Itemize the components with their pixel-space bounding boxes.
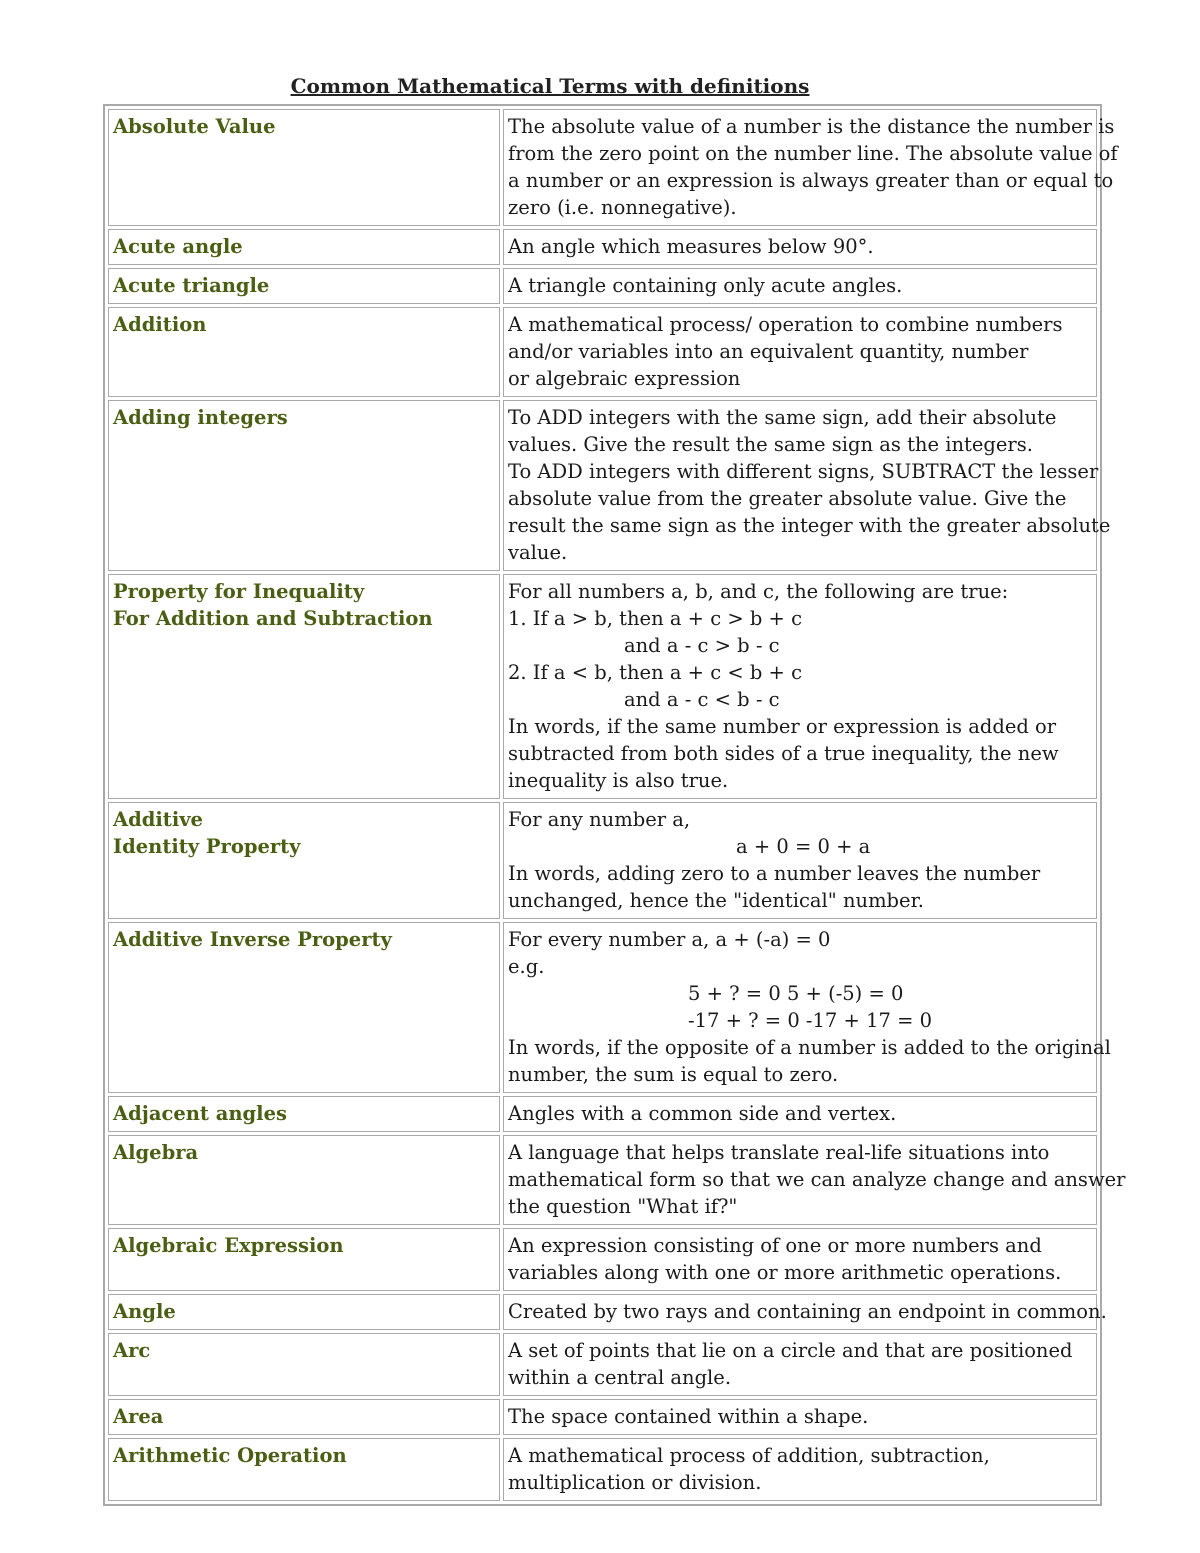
definition-text: multiplication or division. [508, 1471, 762, 1494]
definition-text: An angle which measures below 90°. [508, 235, 874, 258]
definition-cell [503, 1438, 1097, 1501]
term-cell [108, 1438, 500, 1501]
term-cell [108, 574, 500, 799]
term-cell [108, 400, 500, 571]
definition-text: To ADD integers with different signs, SUBTRACT the lesser [508, 460, 1099, 483]
definition-text: absolute value from the greater absolute value. Give the [508, 487, 1067, 510]
definition-text: In words, adding zero to a number leaves the number [508, 862, 1041, 885]
definition-text: A mathematical process/ operation to combine numbers [508, 313, 1063, 336]
page-title: Common Mathematical Terms with definitions [290, 74, 810, 98]
definition-cell [503, 1228, 1097, 1291]
definition-cell [503, 1135, 1126, 1225]
term-cell [108, 1096, 500, 1132]
table-row [108, 307, 1097, 397]
definition-text: variables along with one or more arithmetic operations. [508, 1261, 1062, 1284]
term-text: Property for Inequality [113, 580, 365, 603]
definition-text: 1. If a > b, then a + c > b + c [508, 607, 803, 630]
term-text: Arithmetic Operation [113, 1444, 347, 1467]
term-cell [108, 802, 500, 919]
definition-text: e.g. [508, 955, 545, 978]
definition-text: value. [508, 541, 568, 564]
definition-cell [503, 1399, 1097, 1435]
definitions-table [105, 106, 1126, 1504]
definition-text: A set of points that lie on a circle and that are positioned [508, 1339, 1073, 1362]
definition-cell [503, 400, 1111, 571]
definition-text: For every number a, a + (-a) = 0 [508, 928, 831, 951]
definition-text: and a - c > b - c [624, 634, 780, 657]
term-cell [108, 922, 500, 1093]
definition-text: a + 0 = 0 + a [736, 835, 871, 858]
definition-cell [503, 109, 1118, 226]
term-cell [108, 109, 500, 226]
definition-text: subtracted from both sides of a true inequality, the new [508, 742, 1059, 765]
definition-text: unchanged, hence the "identical" number. [508, 889, 924, 912]
definition-text: To ADD integers with the same sign, add their absolute [508, 406, 1057, 429]
table-row [108, 109, 1097, 226]
definition-text: 2. If a < b, then a + c < b + c [508, 661, 803, 684]
definition-text: from the zero point on the number line. The absolute value of [508, 142, 1118, 165]
definition-text: A triangle containing only acute angles. [508, 274, 903, 297]
definition-cell [503, 1333, 1097, 1396]
term-text: For Addition and Subtraction [113, 607, 433, 630]
term-text: Area [113, 1405, 164, 1428]
term-cell [108, 268, 500, 304]
definition-text: A mathematical process of addition, subtraction, [508, 1444, 990, 1467]
definition-cell [503, 574, 1097, 799]
definition-text: mathematical form so that we can analyze change and answer [508, 1168, 1126, 1191]
definition-text: A language that helps translate real-life situations into [508, 1141, 1050, 1164]
term-text: Identity Property [113, 835, 301, 858]
term-cell [108, 229, 500, 265]
table-row [108, 268, 1097, 304]
table-row [108, 400, 1097, 571]
definitions-table-frame [103, 104, 1126, 1506]
definition-text: For all numbers a, b, and c, the following are true: [508, 580, 1009, 603]
definition-text: -17 + ? = 0 -17 + 17 = 0 [688, 1009, 933, 1032]
definition-text: In words, if the opposite of a number is added to the original [508, 1036, 1111, 1059]
term-text: Algebra [113, 1141, 199, 1164]
table-row [108, 574, 1097, 799]
term-text: Additive [113, 808, 203, 831]
table-row [108, 1294, 1097, 1330]
term-text: Acute angle [113, 235, 243, 258]
definition-text: inequality is also true. [508, 769, 729, 792]
term-text: Addition [113, 313, 207, 336]
definition-text: and/or variables into an equivalent quantity, number [508, 340, 1029, 363]
definition-text: values. Give the result the same sign as the integers. [508, 433, 1033, 456]
definition-text: The space contained within a shape. [508, 1405, 869, 1428]
definition-text: In words, if the same number or expression is added or [508, 715, 1057, 738]
definition-text: the question "What if?" [508, 1195, 738, 1218]
definition-cell [503, 1096, 1097, 1132]
table-row [108, 1096, 1097, 1132]
definition-text: or algebraic expression [508, 367, 741, 390]
term-text: Adding integers [113, 406, 288, 429]
term-text: Algebraic Expression [113, 1234, 344, 1257]
definition-text: The absolute value of a number is the distance the number is [508, 115, 1115, 138]
definition-text: a number or an expression is always greater than or equal to [508, 169, 1114, 192]
term-cell [108, 1333, 500, 1396]
term-cell [108, 1228, 500, 1291]
term-text: Additive Inverse Property [113, 928, 392, 951]
definition-text: zero (i.e. nonnegative). [508, 196, 737, 219]
term-cell [108, 1399, 500, 1435]
definition-cell [503, 229, 1097, 265]
term-cell [108, 1135, 500, 1225]
table-row [108, 229, 1097, 265]
term-text: Angle [113, 1300, 176, 1323]
term-text: Absolute Value [113, 115, 276, 138]
term-text: Arc [113, 1339, 151, 1362]
term-cell [108, 1294, 500, 1330]
table-row [108, 1228, 1097, 1291]
table-row [108, 1399, 1097, 1435]
definition-text: 5 + ? = 0 5 + (-5) = 0 [688, 982, 904, 1005]
term-text: Adjacent angles [113, 1102, 287, 1125]
definition-cell [503, 268, 1097, 304]
definition-text: result the same sign as the integer with the greater absolute [508, 514, 1111, 537]
table-row [108, 1135, 1097, 1225]
definition-text: and a - c < b - c [624, 688, 780, 711]
definition-text: For any number a, [508, 808, 691, 831]
definition-text: within a central angle. [508, 1366, 732, 1389]
definition-text: An expression consisting of one or more numbers and [508, 1234, 1042, 1257]
definition-text: Angles with a common side and vertex. [508, 1102, 897, 1125]
table-row [108, 1333, 1097, 1396]
table-row [108, 802, 1097, 919]
definition-cell [503, 802, 1097, 919]
definition-cell [503, 922, 1111, 1093]
term-text: Acute triangle [113, 274, 270, 297]
term-cell [108, 307, 500, 397]
table-row [108, 922, 1097, 1093]
definition-cell [503, 1294, 1107, 1330]
definition-text: Created by two rays and containing an endpoint in common. [508, 1300, 1107, 1323]
definition-cell [503, 307, 1097, 397]
table-row [108, 1438, 1097, 1501]
definition-text: number, the sum is equal to zero. [508, 1063, 839, 1086]
